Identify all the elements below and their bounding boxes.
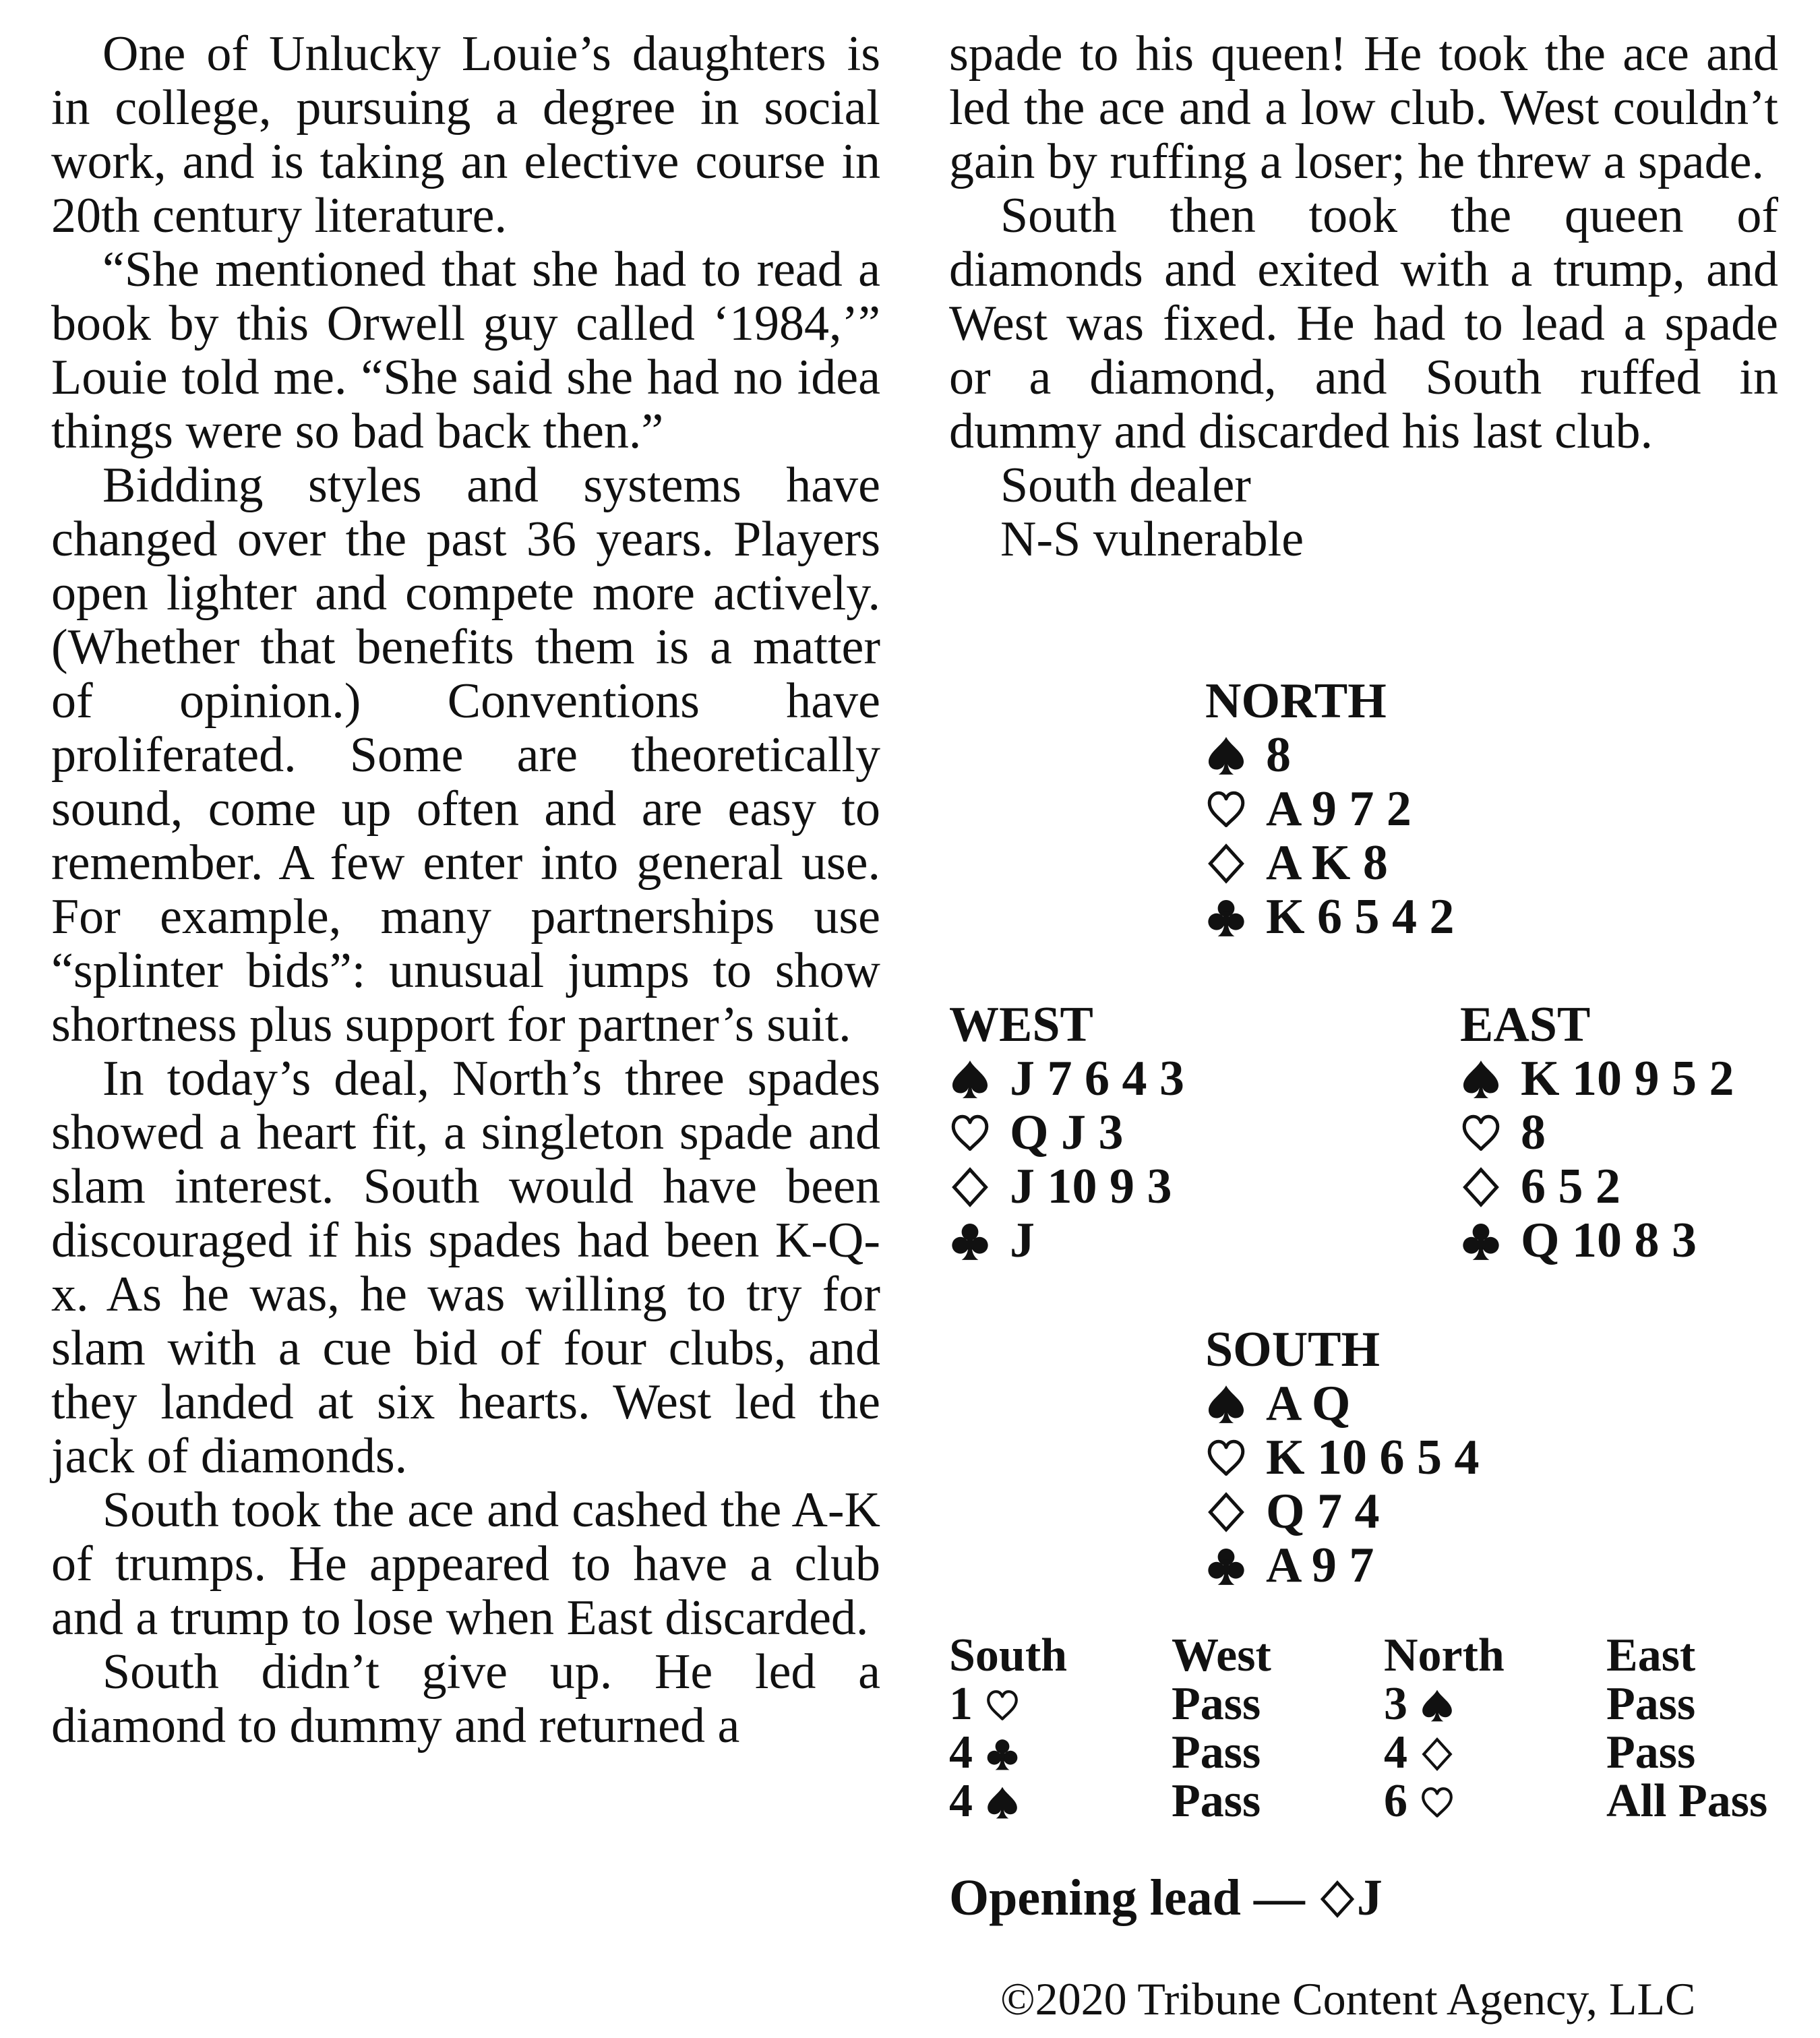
spades-cards: 8: [1266, 727, 1291, 783]
clubs-cards: Q 10 8 3: [1521, 1213, 1697, 1268]
hand-label: EAST: [1460, 997, 1591, 1052]
article-paragraph: South took the ace and cashed the A-K of trumps. He appeared to have a club and a trump to lose when East discarded.: [51, 1482, 880, 1646]
opening-lead-card: J: [1356, 1869, 1383, 1926]
article-paragraph: spade to his queen! He took the ace and led the ace and a low club. West couldn’t gain by ruffing a loser; he threw a spade.: [949, 26, 1778, 189]
hearts-row: [1460, 1106, 1734, 1160]
diamonds-icon: [949, 1160, 1010, 1213]
article-paragraph: One of Unlucky Louie’s daughters is in college, pursuing a degree in social work, and is taking an elective course in 20th century literature.: [51, 26, 880, 243]
hearts-cards: K 10 6 5 4: [1266, 1430, 1480, 1485]
hearts-row: [949, 1106, 1184, 1160]
bid-level: 1: [949, 1678, 985, 1730]
hearts-cards: A 9 7 2: [1266, 781, 1412, 837]
hearts-icon: [1205, 782, 1266, 836]
diamonds-row: [1205, 836, 1455, 890]
south-hand: [1205, 1323, 1480, 1592]
north-hand: [1205, 674, 1455, 944]
diamonds-row: [1205, 1485, 1480, 1538]
bid-level: 4: [949, 1727, 985, 1778]
hearts-cards: Q J 3: [1010, 1105, 1124, 1160]
spades-icon: [1205, 1377, 1266, 1431]
bid-level: 6: [1384, 1775, 1420, 1827]
spades-cards: K 10 9 5 2: [1521, 1051, 1734, 1106]
west-hand: [949, 998, 1184, 1267]
east-hand: [1460, 998, 1734, 1267]
bid-cell: [1606, 1680, 1695, 1729]
opening-lead: [949, 1867, 1383, 1928]
bid-level: Pass: [1172, 1678, 1261, 1730]
hearts-cards: 8: [1521, 1105, 1546, 1160]
bidding-header: West: [1172, 1629, 1271, 1681]
clubs-icon: [985, 1727, 1020, 1778]
bid-level: 4: [949, 1775, 985, 1827]
diamonds-icon: [1420, 1727, 1455, 1778]
diamonds-cards: A K 8: [1266, 835, 1388, 891]
hand-label: NORTH: [1205, 673, 1387, 729]
bid-level: Pass: [1606, 1678, 1696, 1730]
diamonds-cards: J 10 9 3: [1010, 1159, 1172, 1214]
bid-cell: [1606, 1729, 1695, 1777]
hand-label: WEST: [949, 997, 1093, 1052]
spades-icon: [1205, 728, 1266, 782]
clubs-icon: [1205, 1538, 1266, 1592]
clubs-icon: [1460, 1213, 1521, 1267]
clubs-icon: [1205, 890, 1266, 944]
bid-level: 4: [1384, 1727, 1420, 1778]
clubs-icon: [949, 1213, 1010, 1267]
clubs-cards: A 9 7: [1266, 1538, 1374, 1593]
hearts-icon: [1460, 1106, 1521, 1160]
spades-row: [949, 1052, 1184, 1106]
article-paragraph: Bidding styles and systems have changed over the past 36 years. Players open lighter and compete more actively. (Whether that benefits them is a matter of opinion.) Conventions have proliferated. Some are theoretically sound, come up often and are easy to remember. A few enter into general use. For example, many partnerships use “splinter bids”: unusual jumps to show shortness plus support for partner’s suit.: [51, 458, 880, 1052]
bid-cell: [1172, 1777, 1261, 1826]
article-left-column: [51, 27, 880, 1753]
bid-cell: [1172, 1680, 1261, 1729]
bid-cell: [949, 1777, 1020, 1826]
article-paragraph: “She mentioned that she had to read a book by this Orwell guy called ‘1984,’” Louie told me. “She said she had no idea things were so bad back then.”: [51, 242, 880, 459]
hearts-icon: [1205, 1431, 1266, 1485]
clubs-row: [1460, 1213, 1734, 1267]
hearts-icon: [985, 1678, 1020, 1730]
copyright-notice: ©2020 Tribune Content Agency, LLC: [1000, 1973, 1696, 2025]
article-paragraph: South didn’t give up. He led a diamond to dummy and returned a: [51, 1644, 880, 1754]
bid-cell: [1606, 1777, 1767, 1826]
bidding-header: North: [1384, 1629, 1505, 1681]
spades-icon: [985, 1775, 1020, 1827]
diamonds-cards: Q 7 4: [1266, 1484, 1380, 1539]
bidding-header: South: [949, 1629, 1068, 1681]
diamonds-row: [949, 1160, 1184, 1213]
bidding-header: East: [1606, 1629, 1696, 1681]
spades-icon: [1460, 1052, 1521, 1106]
article-paragraph: South then took the queen of diamonds and exited with a trump, and West was fixed. He had to lead a spade or a diamond, and South ruffed in dummy and discarded his last club.: [949, 188, 1778, 459]
spades-row: [1205, 1377, 1480, 1431]
bid-level: All Pass: [1606, 1775, 1768, 1827]
diamonds-icon: [1460, 1160, 1521, 1213]
clubs-cards: J: [1010, 1213, 1035, 1268]
hearts-icon: [949, 1106, 1010, 1160]
bid-level: Pass: [1606, 1727, 1696, 1778]
hearts-row: [1205, 1431, 1480, 1485]
clubs-cards: K 6 5 4 2: [1266, 889, 1455, 945]
diamonds-icon: [1205, 836, 1266, 890]
spades-row: [1460, 1052, 1734, 1106]
bid-level: 3: [1384, 1678, 1420, 1730]
bid-cell: [1384, 1729, 1455, 1777]
article-right-column: [949, 27, 1778, 566]
spades-cards: J 7 6 4 3: [1010, 1051, 1184, 1106]
diamonds-icon: [1205, 1485, 1266, 1538]
hearts-icon: [1420, 1775, 1455, 1827]
bid-cell: [1172, 1729, 1261, 1777]
bid-cell: [1384, 1777, 1455, 1826]
clubs-row: [1205, 890, 1455, 944]
spades-icon: [1420, 1678, 1455, 1730]
bid-cell: [949, 1680, 1020, 1729]
bid-level: Pass: [1172, 1727, 1261, 1778]
diamonds-icon: [1318, 1869, 1357, 1926]
bid-cell: [949, 1729, 1020, 1777]
spades-row: [1205, 728, 1455, 782]
spades-cards: A Q: [1266, 1376, 1351, 1431]
vulnerability-line: N-S vulnerable: [1000, 512, 1304, 567]
diamonds-row: [1460, 1160, 1734, 1213]
opening-lead-label: Opening lead —: [949, 1869, 1305, 1926]
spades-icon: [949, 1052, 1010, 1106]
bid-level: Pass: [1172, 1775, 1261, 1827]
hand-label: SOUTH: [1205, 1322, 1381, 1377]
clubs-row: [949, 1213, 1184, 1267]
bid-cell: [1384, 1680, 1455, 1729]
diamonds-cards: 6 5 2: [1521, 1159, 1620, 1214]
hearts-row: [1205, 782, 1455, 836]
clubs-row: [1205, 1538, 1480, 1592]
dealer-line: South dealer: [1000, 458, 1251, 513]
article-paragraph: In today’s deal, North’s three spades showed a heart fit, a singleton spade and slam interest. South would have been discouraged if his spades had been K-Q-x. As he was, he was willing to try for slam with a cue bid of four clubs, and they landed at six hearts. West led the jack of diamonds.: [51, 1051, 880, 1484]
